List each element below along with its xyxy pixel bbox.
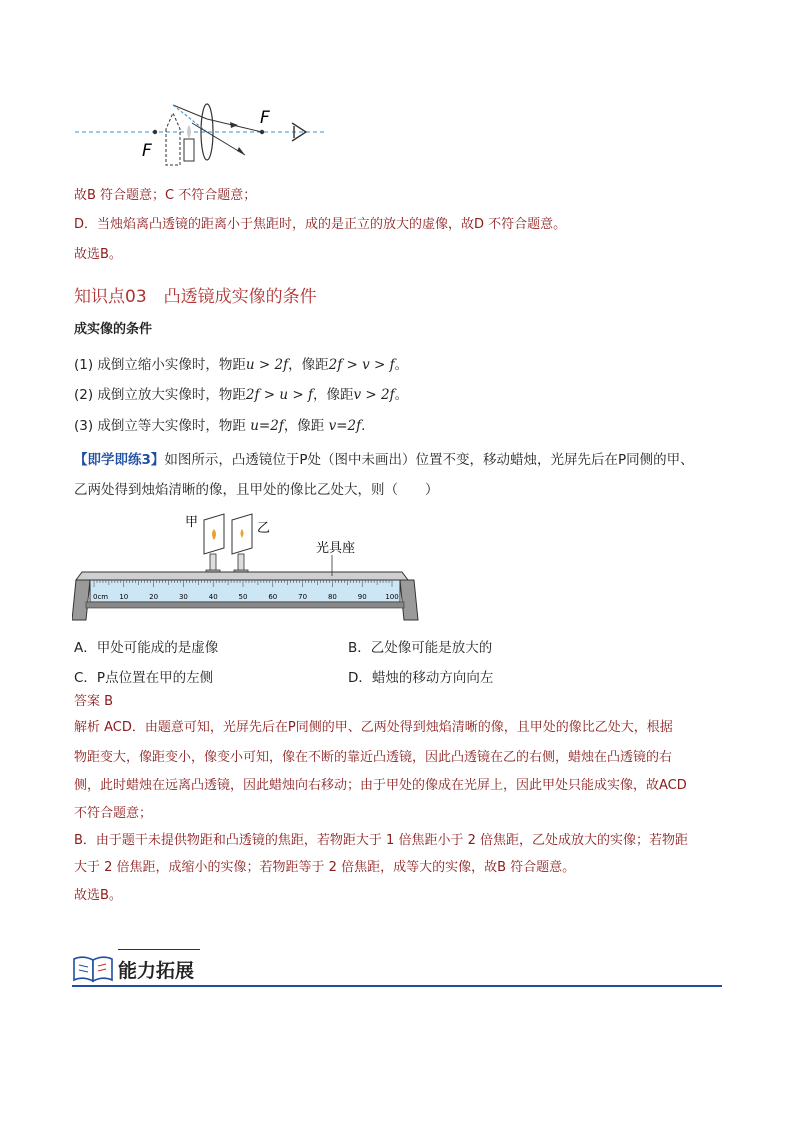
option-b-explanation-line-1: B．由于题干未提供物距和凸透镜的焦距，若物距大于 1 倍焦距小于 2 倍焦距，乙处成放大的实像；若物距: [74, 833, 688, 848]
ability-title: 能力拓展: [118, 960, 195, 982]
scale-label: 100: [385, 593, 399, 601]
label-yi: 乙: [257, 521, 271, 536]
scale-label: 40: [208, 593, 218, 601]
book-icon: [72, 953, 114, 985]
scale-label: 20: [149, 593, 159, 601]
subheading: 成实像的条件: [74, 322, 153, 337]
d-explanation: D．当烛焰离凸透镜的距离小于焦距时，成的是正立的放大的虚像，故D 不符合题意。: [74, 217, 567, 232]
choose-answer-2: 故选B。: [74, 888, 122, 903]
scale-label: 90: [357, 593, 367, 601]
label-optical-bench: 光具座: [316, 541, 356, 556]
focus-label-left: F: [142, 141, 152, 161]
analysis-line-1: 解析 ACD．由题意可知，光屏先后在P同侧的甲、乙两处得到烛焰清晰的像，且甲处的像比乙处大，根据: [74, 720, 673, 735]
option-b-explanation-line-2: 大于 2 倍焦距，成缩小的实像；若物距等于 2 倍焦距，成等大的实像，故B 符合题意。: [74, 860, 576, 875]
scale-label: 70: [298, 593, 308, 601]
optical-bench-diagram: [72, 510, 422, 625]
title-overline: [118, 949, 200, 950]
condition-1: (1) 成倒立缩小实像时，物距u > 2f，像距2f > v > f。: [74, 357, 409, 373]
b-conclusion: 故B 符合题意；C 不符合题意；: [74, 188, 257, 203]
practice-question-line-2: 乙两处得到烛焰清晰的像，且甲处的像比乙处大，则（ ）: [74, 482, 439, 498]
lens-ray-diagram: [70, 95, 330, 175]
scale-label: 50: [238, 593, 248, 601]
analysis-line-4: 不符合题意；: [74, 806, 153, 821]
choose-answer-1: 故选B。: [74, 247, 122, 262]
analysis-line-2: 物距变大，像距变小，像变小可知，像在不断的靠近凸透镜，因此凸透镜在乙的右侧，蜡烛在凸透镜的右: [74, 750, 673, 765]
option-b[interactable]: B．乙处像可能是放大的: [348, 640, 493, 656]
option-a[interactable]: A．甲处可能成的是虚像: [74, 640, 219, 656]
section-title: 知识点03 凸透镜成实像的条件: [74, 287, 317, 307]
scale-label: 10: [119, 593, 129, 601]
option-d[interactable]: D．蜡烛的移动方向向左: [348, 670, 494, 686]
scale-label: 80: [327, 593, 337, 601]
practice-question-line-1: 【即学即练3】如图所示，凸透镜位于P处（图中未画出）位置不变，移动蜡烛，光屏先后在P同侧的甲、: [74, 452, 694, 468]
scale-label: 30: [178, 593, 188, 601]
condition-3: (3) 成倒立等大实像时，物距 u=2f，像距 v=2f.: [74, 418, 366, 434]
condition-2: (2) 成倒立放大实像时，物距2f > u > f，像距v > 2f。: [74, 387, 409, 403]
option-c[interactable]: C．P点位置在甲的左侧: [74, 670, 214, 686]
scale-label: 60: [268, 593, 278, 601]
answer: 答案 B: [74, 694, 114, 709]
focus-label-right: F: [260, 108, 270, 128]
label-jia: 甲: [185, 515, 199, 530]
header-underline: [72, 985, 722, 987]
scale-label: 0cm: [93, 593, 109, 601]
analysis-line-3: 侧，此时蜡烛在远离凸透镜，因此蜡烛向右移动；由于甲处的像成在光屏上，因此甲处只能成实像，故ACD: [74, 778, 687, 793]
